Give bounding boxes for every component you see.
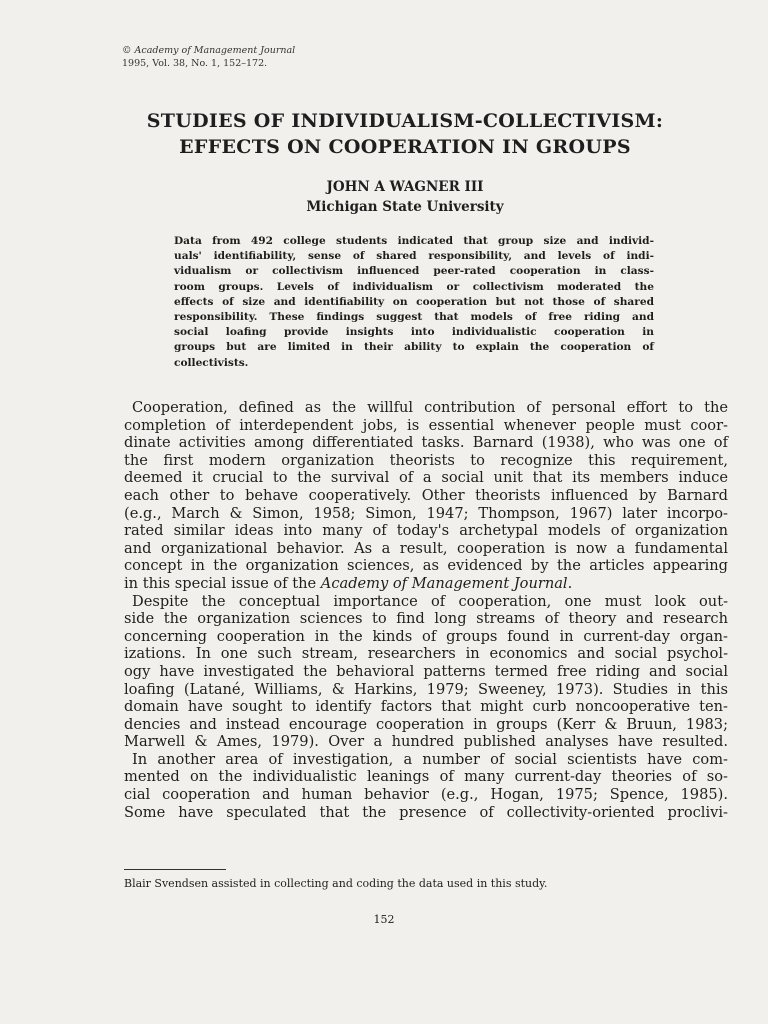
body-line: Marwell & Ames, 1979). Over a hundred published analyses have resulted.: [124, 733, 728, 751]
body-line: loafing (Latané, Williams, & Harkins, 1979; Sweeney, 1973). Studies in this: [124, 680, 728, 698]
copyright-mark: ©: [122, 45, 135, 56]
body-text-run: in this special issue of the: [124, 574, 321, 592]
body-line: deemed it crucial to the survival of a social unit that its members induce: [124, 469, 728, 487]
body-line: each other to behave cooperatively. Other theorists influenced by Barnard: [124, 486, 728, 504]
author-affiliation: Michigan State University: [306, 199, 504, 215]
body-line: izations. In one such stream, researchers in economics and social psychol-: [124, 645, 728, 663]
journal-title-italic: Academy of Management Journal: [320, 574, 568, 592]
abstract-line: effects of size and identifiability on cooperation but not those of shared: [174, 295, 654, 308]
abstract: [174, 234, 654, 371]
body-line: rated similar ideas into many of today's archetypal models of organization: [124, 522, 728, 540]
abstract-line: groups but are limited in their ability to explain the cooperation of: [174, 341, 654, 354]
body-line: cial cooperation and human behavior (e.g., Hogan, 1975; Spence, 1985).: [124, 786, 728, 804]
body-line: completion of interdependent jobs, is essential whenever people must coor-: [124, 416, 728, 434]
body-line: (e.g., March & Simon, 1958; Simon, 1947; Thompson, 1967) later incorpo-: [124, 504, 728, 522]
body-line: concerning cooperation in the kinds of groups found in current-day organ-: [124, 627, 728, 645]
abstract-line: social loafing provide insights into individualistic cooperation in: [174, 326, 654, 339]
abstract-line: vidualism or collectivism influenced peer-rated cooperation in class-: [174, 265, 654, 278]
abstract-line: uals' identifiability, sense of shared responsibility, and levels of indi-: [174, 250, 654, 263]
body-line: mented on the individualistic leanings of many current-day theories of so-: [124, 768, 728, 786]
body-line: Some have speculated that the presence of collectivity-oriented proclivi-: [124, 803, 728, 821]
journal-name: Academy of Management Journal: [134, 45, 296, 56]
footnote: Blair Svendsen assisted in collecting and coding the data used in this study.: [124, 877, 548, 890]
volume-line: 1995, Vol. 38, No. 1, 152–172.: [122, 58, 268, 69]
body-line: [124, 575, 728, 593]
source-citation: [122, 44, 295, 70]
abstract-line: Data from 492 college students indicated that group size and individ-: [174, 235, 654, 247]
body-line: ogy have investigated the behavioral patterns termed free riding and social: [124, 662, 728, 680]
journal-line: [122, 44, 295, 57]
title-line-2: EFFECTS ON COOPERATION IN GROUPS: [179, 136, 631, 158]
page-number: 152: [373, 913, 395, 926]
body-line: dencies and instead encourage cooperation in groups (Kerr & Bruun, 1983;: [124, 715, 728, 733]
article-title: [100, 108, 710, 160]
body-line: domain have sought to identify factors that might curb noncooperative ten-: [124, 698, 728, 716]
author-name: JOHN A WAGNER III: [326, 179, 484, 195]
abstract-line: collectivists.: [174, 356, 249, 369]
body-line: the first modern organization theorists to recognize this requirement,: [124, 451, 728, 469]
abstract-line: room groups. Levels of individualism or collectivism moderated the: [174, 280, 654, 293]
body-line: and organizational behavior. As a result, cooperation is now a fundamental: [124, 539, 728, 557]
body-line: dinate activities among differentiated tasks. Barnard (1938), who was one of: [124, 434, 728, 452]
body-line: Despite the conceptual importance of cooperation, one must look out-: [132, 592, 728, 610]
author-block: [100, 177, 710, 217]
body-line: side the organization sciences to find long streams of theory and research: [124, 610, 728, 628]
title-line-1: STUDIES OF INDIVIDUALISM-COLLECTIVISM:: [146, 110, 664, 132]
abstract-line: responsibility. These findings suggest that models of free riding and: [174, 311, 654, 324]
body-text: [124, 399, 728, 821]
body-line: concept in the organization sciences, as evidenced by the articles appearing: [124, 557, 728, 575]
body-text-run: .: [567, 574, 573, 592]
footnote-rule: [124, 869, 226, 870]
body-line: Cooperation, defined as the willful contribution of personal effort to the: [132, 399, 728, 416]
body-line: In another area of investigation, a number of social scientists have com-: [132, 750, 728, 768]
